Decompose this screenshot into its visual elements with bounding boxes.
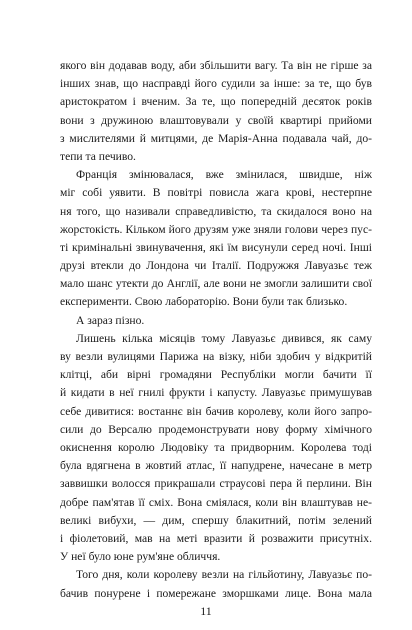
text-line: ня того, що називали справедливістю, та скидалося воно на — [60, 204, 372, 218]
page-number: 11 — [200, 604, 212, 618]
text-line: клітці, аби вірні громадяни Республіки могли бачити її — [60, 368, 372, 382]
text-line: бачив понурене і помережане зморшками лице. Вона мала — [60, 586, 372, 600]
text-line: добре пам'ятав її сміх. Вона сміялася, коли він влаштував не- — [60, 495, 372, 509]
text-line: заввишки волосся прикрашали страусові пера й перлини. Він — [60, 477, 372, 491]
body-text — [60, 57, 372, 603]
text-line: тепи та печиво. — [60, 149, 136, 163]
text-line: з мислителями й митцями, де Марія-Анна подавала чай, до- — [60, 131, 372, 145]
text-line: У неї було юне рум'яне обличчя. — [60, 550, 221, 564]
text-line: інших знав, що насправді його судили за інше: за те, що був — [60, 77, 372, 91]
text-line: і фіолетовий, мав на меті вразити й розважити присутніх. — [60, 531, 372, 545]
text-line: сили до Версалю продемонструвати нову форму хімічного — [60, 422, 372, 436]
text-line: А зараз пізно. — [76, 313, 145, 327]
text-line: великі вибухи, — дим, спершу блакитний, потім зелений — [60, 513, 372, 527]
text-line: Того дня, коли королеву везли на гільйотину, Лавуазьє по- — [76, 568, 372, 582]
text-line: вони з дружиною влаштовували у своїй квартирі прийоми — [60, 113, 372, 127]
text-line: себе дивитися: востаннє він бачив королеву, коли його запро- — [60, 404, 372, 418]
text-line: ті кримінальні звинувачення, які їм висунули серед ночі. Інші — [60, 240, 372, 254]
text-line: жорстокість. Кільком його друзям уже зняли голови через пус- — [60, 222, 372, 236]
text-line: експерименти. Свою лабораторію. Вони були так близько. — [60, 295, 348, 309]
text-line: якого він додавав воду, аби збільшити вагу. Та він не гірше за — [60, 59, 372, 72]
text-line: й кидати в неї гнилі фрукти і капусту. Лавуазьє примушував — [60, 386, 372, 400]
text-line: Франція змінювалася, вже змінилася, швидше, ніж — [76, 168, 372, 182]
text-line: міг собі уявити. В повітрі повисла жага крові, нестерпне — [60, 186, 372, 200]
text-line: окиснення королю Людовіку та придворним. Королева тоді — [60, 440, 372, 454]
text-line: друзі втекли до Лондона чи Італії. Подружжя Лавуазьє теж — [60, 259, 372, 273]
text-line: мало шанс утекти до Англії, але вони не змогли залишити свої — [60, 277, 372, 291]
text-line: Лишень кілька місяців тому Лавуазьє дивився, як саму — [76, 331, 372, 345]
text-line: була вдягнена в жовтий атлас, її напудрене, начесане в метр — [60, 459, 372, 473]
text-line: ву везли вулицями Парижа на візку, ніби здобич у відкритій — [60, 350, 372, 364]
text-line: аристократом і вченим. За те, що попередній десяток років — [60, 95, 372, 109]
